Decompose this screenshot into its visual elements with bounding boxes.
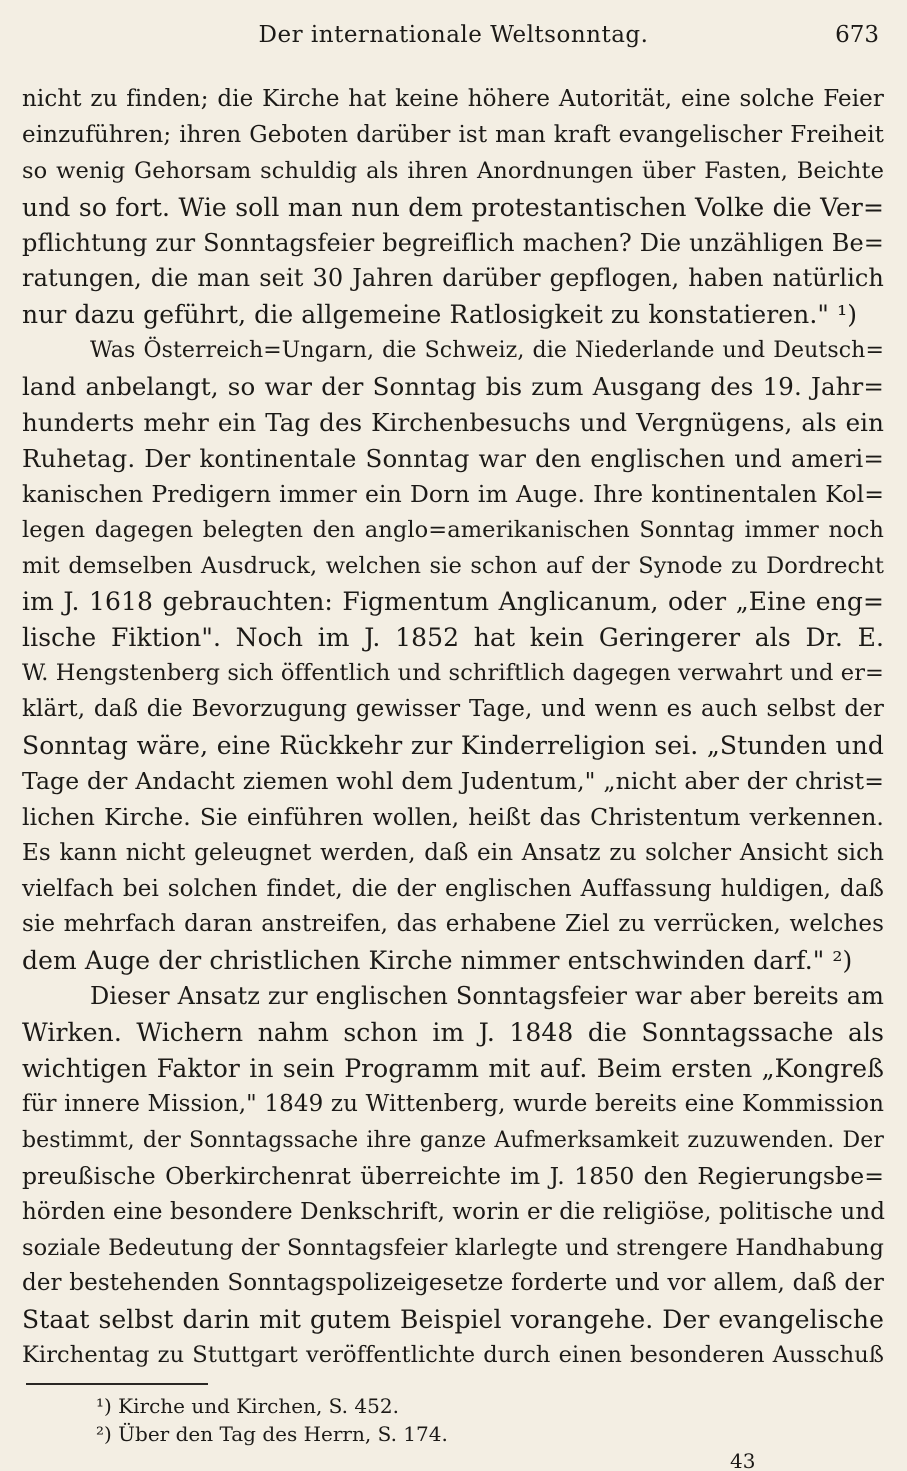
running-title: Der internationale Weltsonntag. bbox=[258, 22, 649, 48]
text-line: Staat selbst darin mit gutem Beispiel vorangehe. Der evangelische bbox=[22, 1305, 884, 1335]
text-line: bestimmt, der Sonntagssache ihre ganze Aufmerksamkeit zuzuwenden. Der bbox=[22, 1127, 884, 1153]
text-line: für innere Mission," 1849 zu Wittenberg, wurde bereits eine Kommission bbox=[22, 1090, 884, 1117]
text-line: mit demselben Ausdruck, welchen sie schon auf der Synode zu Dordrecht bbox=[22, 552, 884, 579]
text-line: soziale Bedeutung der Sonntagsfeier klarlegte und strengere Handhabung bbox=[22, 1234, 884, 1261]
text-line: hörden eine besondere Denkschrift, worin er die religiöse, politische und bbox=[22, 1198, 886, 1225]
text-line: Es kann nicht geleugnet werden, daß ein Ansatz zu solcher Ansicht sich bbox=[22, 839, 884, 866]
text-line: Was Österreich=Ungarn, die Schweiz, die Niederlande und Deutsch= bbox=[90, 338, 884, 364]
signature-mark: 43 bbox=[730, 1451, 756, 1471]
text-line: W. Hengstenberg sich öffentlich und schriftlich dagegen verwahrt und er= bbox=[22, 660, 885, 687]
footnote-divider bbox=[26, 1383, 208, 1385]
footnotes bbox=[96, 1392, 448, 1448]
text-line: dem Auge der christlichen Kirche nimmer entschwinden darf." ²) bbox=[22, 946, 853, 976]
text-line: im J. 1618 gebrauchten: Figmentum Anglicanum, oder „Eine eng= bbox=[22, 587, 884, 617]
text-line: lichen Kirche. Sie einführen wollen, heißt das Christentum verkennen. bbox=[22, 802, 884, 831]
text-line: lische Fiktion". Noch im J. 1852 hat kein Geringerer als Dr. E. bbox=[22, 623, 884, 653]
text-line: Tage der Andacht ziemen wohl dem Judentum," „nicht aber der christ= bbox=[22, 766, 884, 795]
text-line: nur dazu geführt, die allgemeine Ratlosigkeit zu konstatieren." ¹) bbox=[22, 300, 858, 330]
text-line: wichtigen Faktor in sein Programm mit auf. Beim ersten „Kongreß bbox=[22, 1054, 884, 1084]
text-line: Wirken. Wichern nahm schon im J. 1848 die Sonntagssache als bbox=[22, 1018, 884, 1048]
text-line: Ruhetag. Der kontinentale Sonntag war den englischen und ameri= bbox=[22, 443, 884, 473]
body-text bbox=[22, 82, 884, 1374]
text-line: hunderts mehr ein Tag des Kirchenbesuchs und Vergnügens, als ein bbox=[22, 408, 884, 438]
text-line: kanischen Predigern immer ein Dorn im Auge. Ihre kontinentalen Kol= bbox=[22, 479, 884, 508]
text-line: so wenig Gehorsam schuldig als ihren Anordnungen über Fasten, Beichte bbox=[22, 157, 884, 184]
text-line: sie mehrfach daran anstreifen, das erhabene Ziel zu verrücken, welches bbox=[22, 911, 884, 938]
text-line: land anbelangt, so war der Sonntag bis zum Ausgang des 19. Jahr= bbox=[22, 372, 884, 402]
text-line: legen dagegen belegten den anglo=amerikanischen Sonntag immer noch bbox=[22, 516, 884, 543]
text-line: Sonntag wäre, eine Rückkehr zur Kinderreligion sei. „Stunden und bbox=[22, 731, 884, 761]
footnote-2: ²) Über den Tag des Herrn, S. 174. bbox=[96, 1422, 448, 1446]
text-line: vielfach bei solchen findet, die der englischen Auffassung huldigen, daß bbox=[22, 875, 884, 902]
text-line: der bestehenden Sonntagspolizeigesetze forderte und vor allem, daß der bbox=[22, 1270, 884, 1297]
page-number: 673 bbox=[835, 22, 879, 48]
text-line: einzuführen; ihren Geboten darüber ist man kraft evangelischer Freiheit bbox=[22, 121, 884, 148]
text-line: Dieser Ansatz zur englischen Sonntagsfeier war aber bereits am bbox=[90, 982, 884, 1011]
text-line: pflichtung zur Sonntagsfeier begreiflich machen? Die unzähligen Be= bbox=[22, 228, 884, 257]
text-line: ratungen, die man seit 30 Jahren darüber gepflogen, haben natürlich bbox=[22, 264, 884, 293]
text-line: und so fort. Wie soll man nun dem protestantischen Volke die Ver= bbox=[22, 192, 884, 222]
text-line: nicht zu finden; die Kirche hat keine höhere Autorität, eine solche Feier bbox=[22, 86, 884, 112]
text-line: klärt, daß die Bevorzugung gewisser Tage, und wenn es auch selbst der bbox=[22, 696, 884, 723]
text-line: preußische Oberkirchenrat überreichte im J. 1850 den Regierungsbe= bbox=[22, 1161, 884, 1190]
running-header bbox=[0, 16, 907, 56]
text-line: Kirchentag zu Stuttgart veröffentlichte durch einen besonderen Ausschuß bbox=[22, 1342, 884, 1369]
footnote-1: ¹) Kirche und Kirchen, S. 452. bbox=[96, 1394, 399, 1418]
